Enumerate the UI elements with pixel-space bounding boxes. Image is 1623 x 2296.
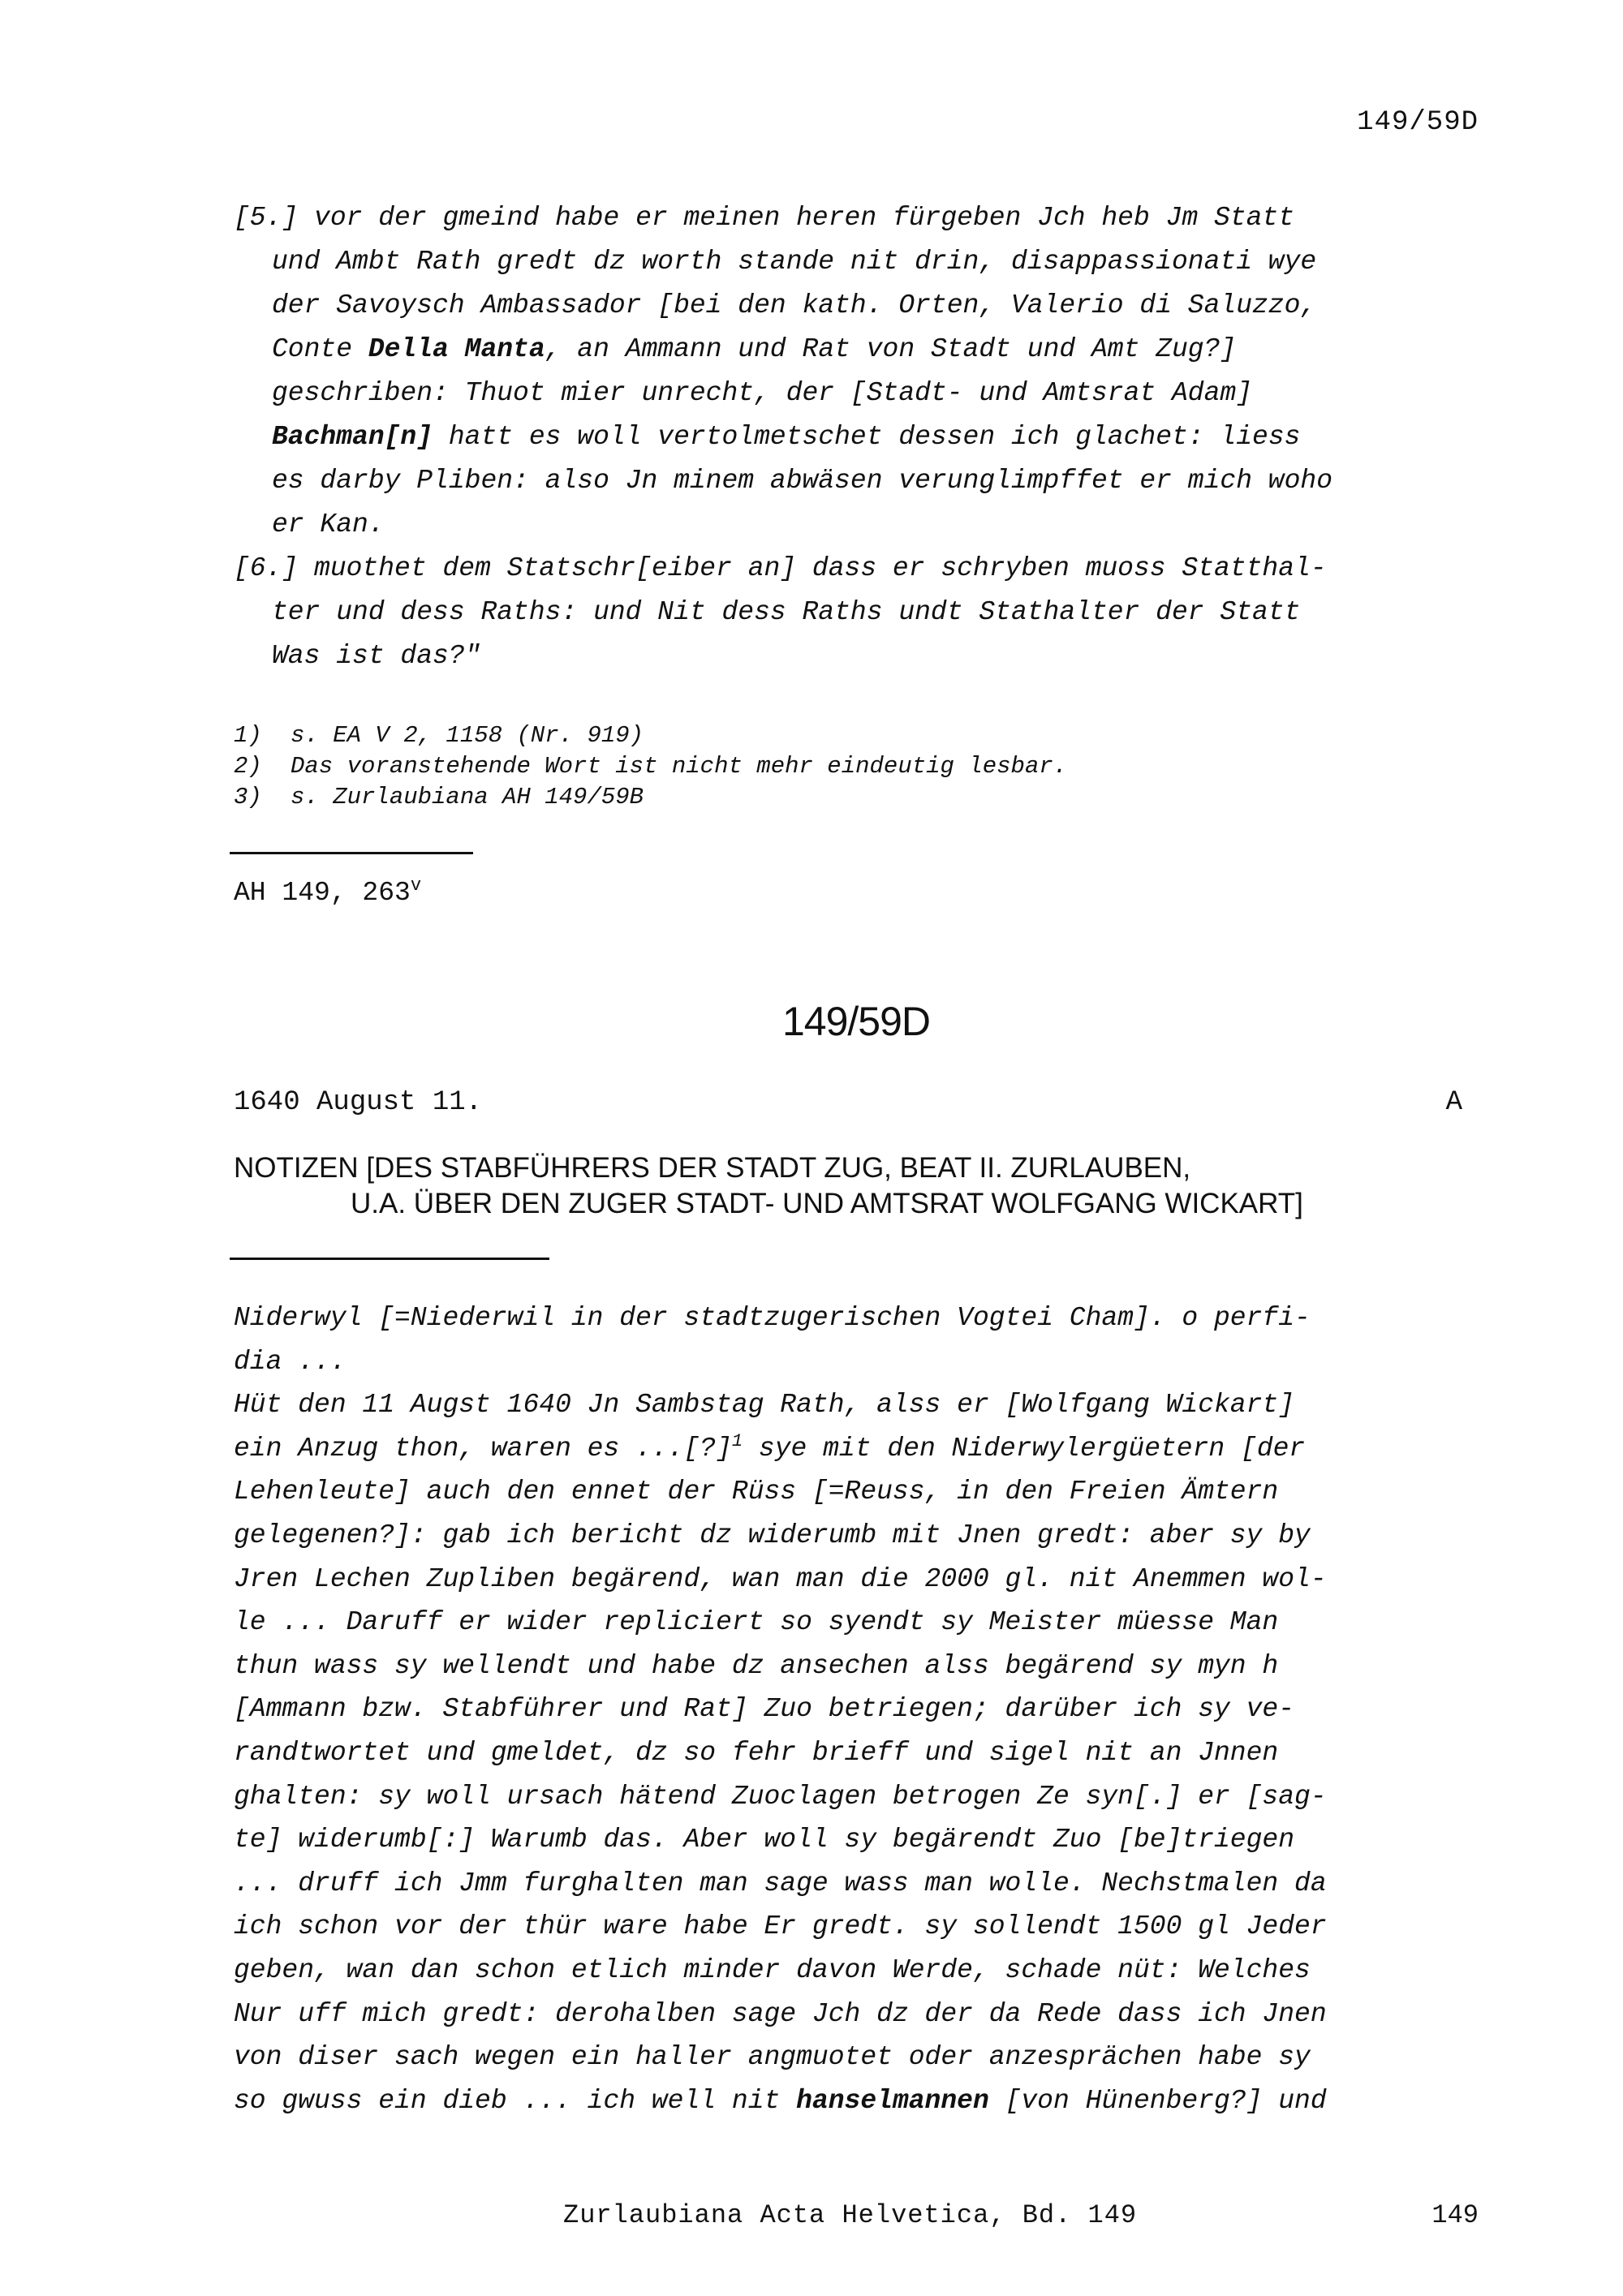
- text-segment: er Kan.: [272, 510, 385, 540]
- bold-name: hanselmannen: [796, 2085, 989, 2116]
- footnote-marker: 1: [731, 1430, 743, 1451]
- text-line: [234, 503, 1332, 547]
- text-segment: ter und dess Raths: und Nit dess Raths undt Stathalter der Statt: [272, 597, 1301, 627]
- text-segment: [6.] muothet dem Statschr[eiber an] dass er schryben muoss Statthal-: [234, 553, 1327, 583]
- running-header-reference: 149/59D: [1357, 107, 1479, 138]
- text-segment: [von Hünenberg?] und: [988, 2085, 1327, 2116]
- entry-body-text: [234, 1296, 1327, 2122]
- text-segment: gelegenen?]: gab ich bericht dz widerumb mit Jnen gredt: aber sy by: [234, 1520, 1311, 1550]
- text-line: [234, 1905, 1327, 1949]
- text-segment: Hüt den 11 Augst 1640 Jn Sambstag Rath, alss er [Wolfgang Wickart]: [234, 1390, 1295, 1421]
- entry-type-letter: A: [1445, 1087, 1462, 1118]
- entry-date: 1640 August 11.: [234, 1087, 483, 1118]
- text-segment: Jren Lechen Zupliben begärend, wan man die 2000 gl. nit Anemmen wol-: [234, 1563, 1327, 1594]
- text-segment: hatt es woll vertolmetschet dessen ich glachet: liess: [433, 422, 1301, 452]
- entry-heading-line-2: U.A. ÜBER DEN ZUGER STADT- UND AMTSRAT WOLFGANG WICKART]: [351, 1188, 1303, 1219]
- previous-entry-text: [234, 196, 1332, 678]
- text-line: [234, 240, 1332, 284]
- text-line: [234, 1645, 1327, 1688]
- text-segment: te] widerumb[:] Warumb das. Aber woll sy begärendt Zuo [be]triegen: [234, 1825, 1295, 1855]
- footnote-number: 3): [234, 784, 262, 810]
- text-line: [234, 2079, 1327, 2123]
- text-line: [234, 1601, 1327, 1645]
- text-line: [234, 328, 1332, 372]
- text-segment: , an Ammann und Rat von Stadt und Amt Zug?]: [545, 334, 1237, 364]
- text-line: [234, 1558, 1327, 1602]
- text-segment: [5.] vor der gmeind habe er meinen heren fürgeben Jch heb Jm Statt: [234, 203, 1295, 233]
- text-segment: Nur uff mich gredt: derohalben sage Jch dz der da Rede dass ich Jnen: [234, 1998, 1327, 2029]
- footnote: [234, 751, 1067, 782]
- text-segment: ich schon vor der thür ware habe Er gredt. sy sollendt 1500 gl Jeder: [234, 1911, 1327, 1942]
- text-line: [234, 1775, 1327, 1819]
- text-segment: und Ambt Rath gredt dz worth stande nit drin, disappassionati wye: [272, 247, 1317, 277]
- text-segment: dia ...: [234, 1346, 347, 1377]
- source-reference-superscript: v: [410, 875, 422, 896]
- text-line: [234, 1470, 1327, 1514]
- text-segment: so gwuss ein dieb ... ich well nit: [234, 2085, 797, 2116]
- footnotes: [234, 720, 1067, 813]
- text-segment: geschriben: Thuot mier unrecht, der [Stadt- und Amtsrat Adam]: [272, 378, 1252, 408]
- text-line: [234, 634, 1332, 678]
- text-segment: der Savoysch Ambassador [bei den kath. Orten, Valerio di Saluzzo,: [272, 290, 1317, 320]
- heading-separator-rule: [230, 1258, 549, 1260]
- text-segment: le ... Daruff er wider repliciert so syendt sy Meister müesse Man: [234, 1607, 1279, 1638]
- bold-name: Bachman[n]: [272, 422, 433, 452]
- text-line: [234, 1296, 1327, 1340]
- text-segment: Niderwyl [=Niederwil in der stadtzugerischen Vogtei Cham]. o perfi-: [234, 1303, 1311, 1333]
- text-line: [234, 459, 1332, 503]
- text-line: [234, 547, 1332, 591]
- footnote-text: Das voranstehende Wort ist nicht mehr eindeutig lesbar.: [291, 753, 1068, 780]
- footnote: [234, 782, 1067, 813]
- text-line: [234, 415, 1332, 459]
- text-line: [234, 1731, 1327, 1775]
- footnote-number: 1): [234, 722, 262, 749]
- text-line: [234, 1340, 1327, 1384]
- entry-heading-line-1: NOTIZEN [DES STABFÜHRERS DER STADT ZUG, BEAT II. ZURLAUBEN,: [234, 1152, 1191, 1184]
- text-segment: sye mit den Niderwylergüetern [der: [743, 1433, 1306, 1464]
- text-segment: geben, wan dan schon etlich minder davon Werde, schade nüt: Welches: [234, 1954, 1311, 1985]
- text-segment: ... druff ich Jmm furghalten man sage wass man wolle. Nechstmalen da: [234, 1868, 1327, 1898]
- footnote-text: s. Zurlaubiana AH 149/59B: [291, 784, 644, 810]
- text-segment: ghalten: sy woll ursach hätend Zuoclagen betrogen Ze syn[.] er [sag-: [234, 1781, 1327, 1812]
- text-line: [234, 1993, 1327, 2036]
- footnote-text: s. EA V 2, 1158 (Nr. 919): [291, 722, 644, 749]
- text-segment: thun wass sy wellendt und habe dz ansechen alss begärend sy myn h: [234, 1650, 1279, 1681]
- text-line: [234, 1949, 1327, 1993]
- text-line: [234, 1688, 1327, 1731]
- text-line: [234, 284, 1332, 328]
- bold-name: Della Manta: [368, 334, 545, 364]
- entry-title: 149/59D: [781, 999, 931, 1044]
- text-segment: Lehenleute] auch den ennet der Rüss [=Reuss, in den Freien Ämtern: [234, 1477, 1279, 1507]
- text-segment: ein Anzug thon, waren es ...[?]: [234, 1433, 732, 1464]
- text-line: [234, 372, 1332, 415]
- footnote: [234, 720, 1067, 751]
- footer-page-number: 149: [1431, 2200, 1479, 2230]
- text-line: [234, 1383, 1327, 1427]
- text-segment: Was ist das?": [272, 641, 481, 671]
- text-segment: es darby Pliben: also Jn minem abwäsen verunglimpffet er mich woho: [272, 466, 1333, 496]
- footnote-number: 2): [234, 753, 262, 780]
- footer-publication: Zurlaubiana Acta Helvetica, Bd. 149: [563, 2200, 1138, 2230]
- text-line: [234, 1862, 1327, 1906]
- text-segment: Conte: [272, 334, 368, 364]
- text-line: [234, 1427, 1327, 1471]
- text-line: [234, 2036, 1327, 2079]
- text-segment: [Ammann bzw. Stabführer und Rat] Zuo betriegen; darüber ich sy ve-: [234, 1694, 1295, 1725]
- text-line: [234, 196, 1332, 240]
- text-line: [234, 1514, 1327, 1558]
- footnote-separator-rule: [230, 852, 473, 854]
- text-segment: von diser sach wegen ein haller angmuotet oder anzesprächen habe sy: [234, 2042, 1311, 2073]
- text-line: [234, 1818, 1327, 1862]
- text-line: [234, 591, 1332, 634]
- source-reference: AH 149, 263$^v$: [234, 875, 422, 908]
- text-segment: randtwortet und gmeldet, dz so fehr brieff und sigel nit an Jnnen: [234, 1737, 1279, 1768]
